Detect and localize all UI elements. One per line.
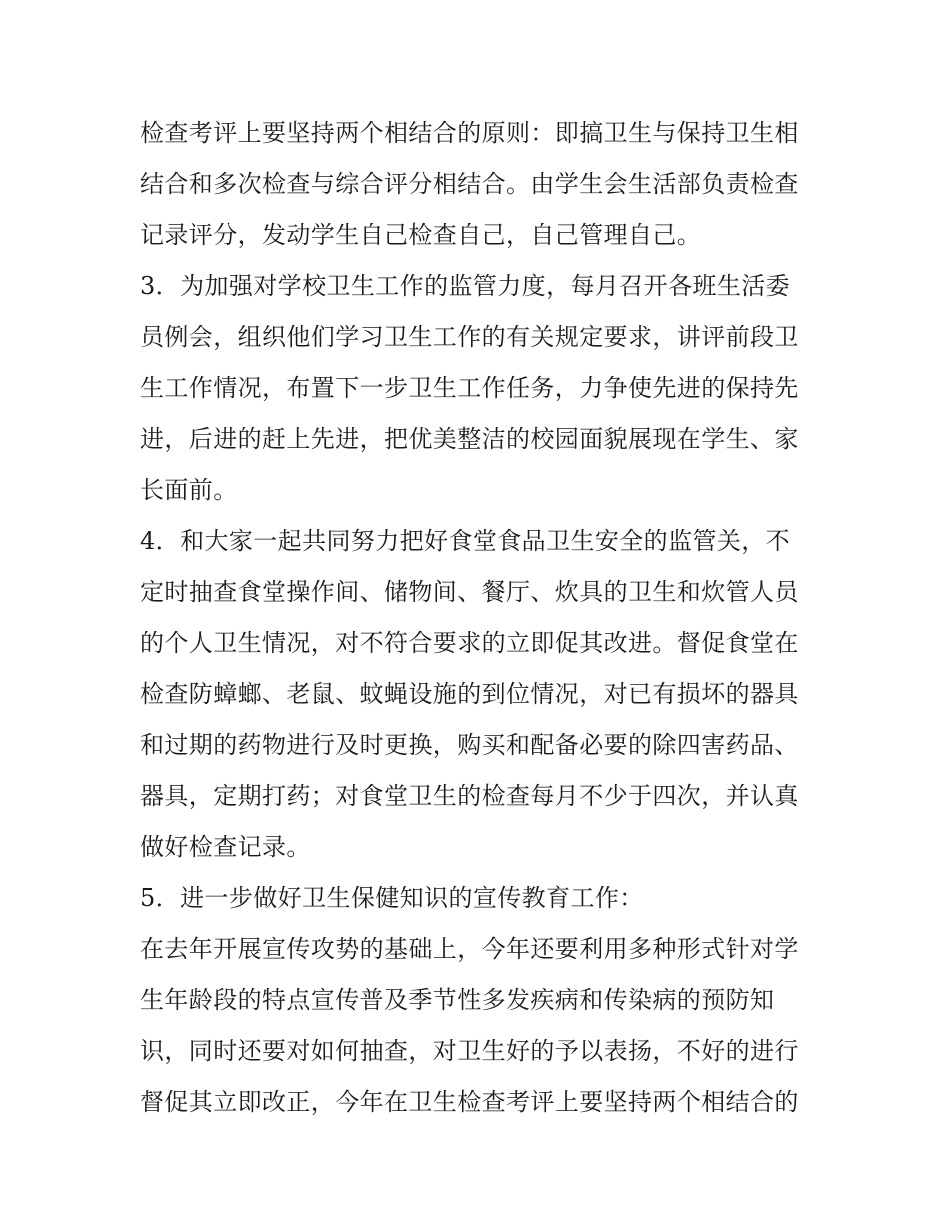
- text-line-18: 生年龄段的特点宣传普及季节性多发疾病和传染病的预防知: [140, 986, 775, 1014]
- text-line-5: 员例会，组织他们学习卫生工作的有关规定要求，讲评前段卫: [140, 323, 799, 351]
- text-line-19: 识，同时还要对如何抽查，对卫生好的予以表扬，不好的进行: [140, 1037, 799, 1065]
- text-line-15: 做好检查记录。: [140, 833, 311, 861]
- text-line-8: 长面前。: [140, 476, 238, 504]
- text-line-14: 器具，定期打药；对食堂卫生的检查每月不少于四次，并认真: [140, 782, 799, 810]
- text-line-11: 的个人卫生情况，对不符合要求的立即促其改进。督促食堂在: [140, 629, 799, 657]
- text-line-9: 4．和大家一起共同努力把好食堂食品卫生安全的监管关，不: [140, 527, 791, 555]
- text-line-16: 5．进一步做好卫生保健知识的宣传教育工作：: [140, 884, 644, 912]
- text-line-17: 在去年开展宣传攻势的基础上，今年还要利用多种形式针对学: [140, 935, 799, 963]
- text-line-12: 检查防蟑螂、老鼠、蚊蝇设施的到位情况，对已有损坏的器具: [140, 680, 799, 708]
- text-line-1: 检查考评上要坚持两个相结合的原则：即搞卫生与保持卫生相: [140, 119, 799, 147]
- text-line-10: 定时抽查食堂操作间、储物间、餐厅、炊具的卫生和炊管人员: [140, 578, 799, 606]
- text-line-2: 结合和多次检查与综合评分相结合。由学生会生活部负责检查: [140, 170, 799, 198]
- text-line-13: 和过期的药物进行及时更换，购买和配备必要的除四害药品、: [140, 731, 799, 759]
- text-line-20: 督促其立即改正，今年在卫生检查考评上要坚持两个相结合的: [140, 1088, 799, 1116]
- text-line-3: 记录评分，发动学生自己检查自己，自己管理自己。: [140, 221, 702, 249]
- text-line-4: 3．为加强对学校卫生工作的监管力度，每月召开各班生活委: [140, 272, 791, 300]
- text-line-7: 进，后进的赶上先进，把优美整洁的校园面貌展现在学生、家: [140, 425, 799, 453]
- body-text: [140, 108, 820, 1128]
- text-line-6: 生工作情况，布置下一步卫生工作任务，力争使先进的保持先: [140, 374, 799, 402]
